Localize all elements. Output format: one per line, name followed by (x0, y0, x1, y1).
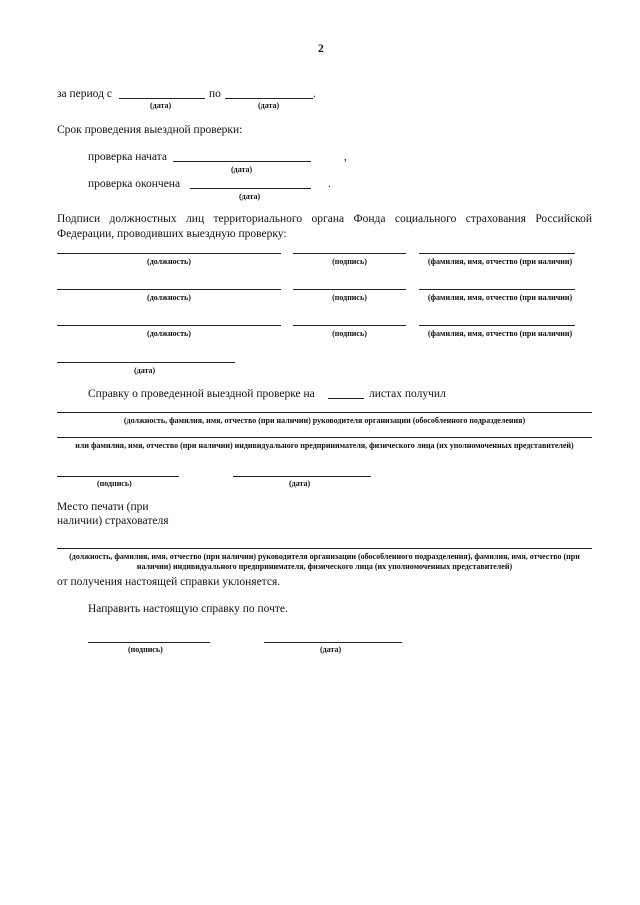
sign-row-2-position-line (57, 289, 281, 290)
period-prefix: за период с (57, 88, 112, 100)
evasion-caption: (должность, фамилия, имя, отчество (при наличии) руководителя организации (обособленного подразделения), фамилия, имя, отчество (при наличии) индивидуального предпринимателя, физического лица (их уполномоченных представителей) (69, 552, 580, 571)
received-text-after: листах получил (369, 388, 446, 400)
sign2-signature-line (57, 476, 179, 477)
page-number: 2 (318, 43, 324, 55)
sign-row-1-signature-line (293, 253, 406, 254)
sign2-date-caption: (дата) (289, 479, 311, 488)
sign-row-2-signature-line (293, 289, 406, 290)
date-line (57, 362, 235, 363)
sign-row-1-position-line (57, 253, 281, 254)
sign-row-1-signature-caption: (подпись) (332, 257, 367, 266)
sign3-signature-caption: (подпись) (128, 645, 163, 654)
recipient-line-1 (57, 412, 592, 413)
period-by: по (209, 88, 221, 100)
date-caption: (дата) (134, 366, 156, 375)
sign-row-1-position-caption: (должность) (147, 257, 191, 266)
sign-row-1-name-caption: (фамилия, имя, отчество (при наличии) (427, 257, 573, 266)
inspection-heading: Срок проведения выездной проверки: (57, 124, 243, 136)
sign-row-3-signature-caption: (подпись) (332, 329, 367, 338)
evasion-line (57, 548, 592, 549)
received-text-before: Справку о проведенной выездной проверке на (88, 388, 315, 400)
inspection-started-label: проверка начата (88, 151, 167, 163)
seal-text: Место печати (при наличии) страхователя (57, 501, 169, 527)
sign-row-2-signature-caption: (подпись) (332, 293, 367, 302)
mail-text: Направить настоящую справку по почте. (88, 603, 288, 615)
sign-row-3-signature-line (293, 325, 406, 326)
inspection-finished-caption: (дата) (239, 192, 261, 201)
recipient-caption-1: (должность, фамилия, имя, отчество (при наличии) руководителя организации (обособленного подразделения) (123, 416, 526, 425)
sign3-date-caption: (дата) (320, 645, 342, 654)
inspection-started-caption: (дата) (231, 165, 253, 174)
period-from-caption: (дата) (150, 101, 172, 110)
inspection-finished-label: проверка окончена (88, 178, 181, 190)
period-to-caption: (дата) (258, 101, 280, 110)
evasion-text: от получения настоящей справки уклоняется. (57, 576, 281, 588)
sign-row-3-name-line (419, 325, 575, 326)
sign3-signature-line (88, 642, 210, 643)
sign-row-2-name-line (419, 289, 575, 290)
period-from-line (119, 98, 205, 99)
sign-row-3-name-caption: (фамилия, имя, отчество (при наличии) (427, 329, 573, 338)
received-pages-line (328, 398, 364, 399)
sign-row-1-name-line (419, 253, 575, 254)
inspection-started-comma: , (344, 151, 347, 163)
recipient-line-2 (57, 437, 592, 438)
sign-row-2-position-caption: (должность) (147, 293, 191, 302)
sign3-date-line (264, 642, 402, 643)
sign-row-3-position-line (57, 325, 281, 326)
recipient-caption-2: или фамилия, имя, отчество (при наличии) индивидуального предпринимателя, физического лица (их уполномоченных представителей) (75, 441, 574, 450)
sign2-signature-caption: (подпись) (97, 479, 132, 488)
sign-row-3-position-caption: (должность) (147, 329, 191, 338)
signatures-heading: Подписи должностных лиц территориального органа Фонда социального страхования Российской Федерации, проводивших выездную проверку: (57, 213, 592, 240)
inspection-finished-line (190, 188, 311, 189)
inspection-finished-dot: . (328, 178, 331, 190)
period-dot: . (313, 88, 316, 100)
sign2-date-line (233, 476, 371, 477)
inspection-started-line (173, 161, 311, 162)
period-to-line (225, 98, 313, 99)
sign-row-2-name-caption: (фамилия, имя, отчество (при наличии) (427, 293, 573, 302)
